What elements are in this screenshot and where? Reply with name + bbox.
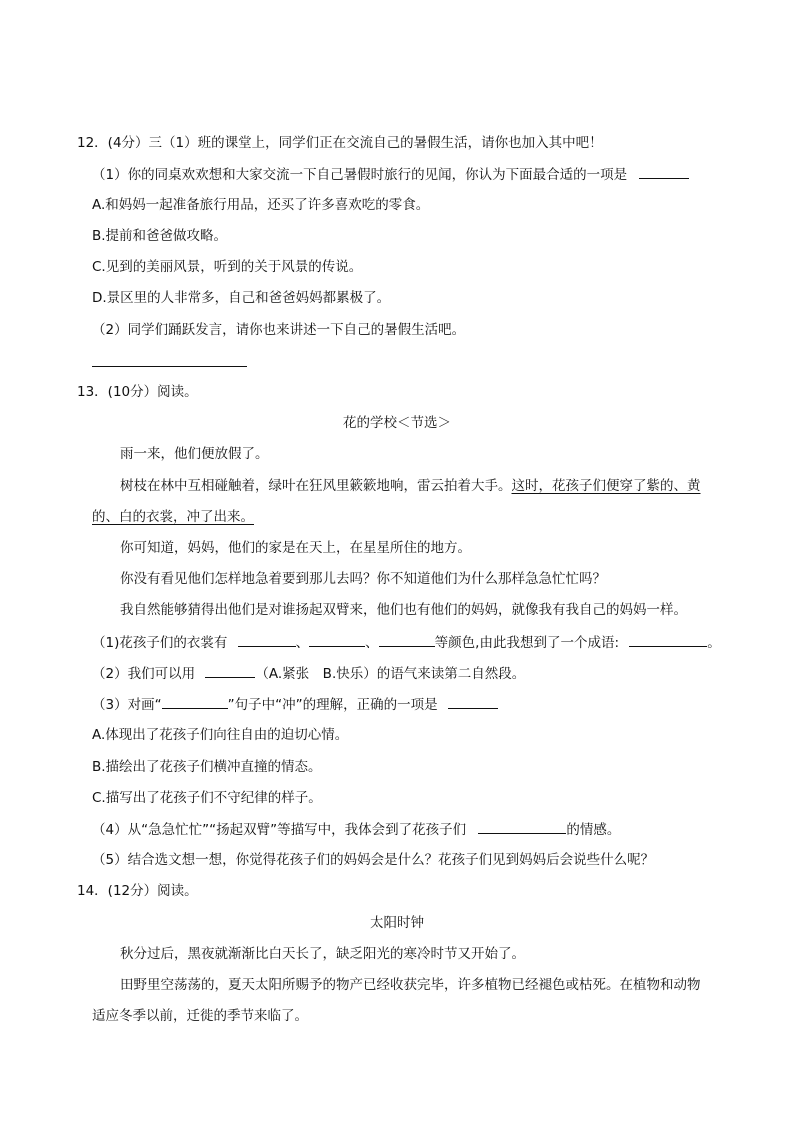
underlined-sentence: 这时，花孩子们便穿了紫的、黄 (511, 478, 701, 494)
answer-blank[interactable] (448, 694, 498, 709)
passage-paragraph-continued: 适应冬季以前，迁徙的季节来临了。 (92, 1008, 308, 1024)
separator: 、 (295, 635, 310, 651)
question-12-sub1 (92, 164, 689, 185)
question-13-sub3 (92, 694, 498, 715)
question-13-sub4 (92, 819, 620, 840)
question-13-sub5: （5）结合选文想一想，你觉得花孩子们的妈妈会是什么？花孩子们见到妈妈后会说些什么呢？ (92, 852, 655, 868)
question-13-sub1-text-b: 等颜色,由此我想到了一个成语: (434, 635, 619, 651)
option-a: A.和妈妈一起准备旅行用品，还买了许多喜欢吃的零食。 (92, 197, 430, 213)
passage-paragraph: 雨一来，他们便放假了。 (120, 446, 269, 462)
passage-paragraph: 你没有看见他们怎样地急着要到那儿去吗？你不知道他们为什么那样急急忙忙吗？ (120, 571, 606, 587)
tone-blank[interactable] (205, 663, 255, 678)
separator: 、 (365, 635, 379, 651)
question-12-sub2: （2）同学们踊跃发言，请你也来讲述一下自己的暑假生活吧。 (92, 322, 466, 338)
underlined-sentence: 的、白的衣裳，冲了出来。 (92, 509, 254, 525)
passage-paragraph (120, 476, 701, 496)
option-a: A.体现出了花孩子们向往自由的迫切心情。 (92, 727, 349, 743)
passage-paragraph: 我自然能够猜得出他们是对谁扬起双臂来，他们也有他们的妈妈，就像我有我自己的妈妈一样。 (120, 602, 687, 618)
question-13-sub3-text: （3）对画“ (92, 697, 162, 713)
option-c: C.描写出了花孩子们不守纪律的样子。 (92, 790, 322, 806)
question-12-header: 12．(4分）三（1）班的课堂上，同学们正在交流自己的暑假生活，请你也加入其中吧！ (77, 135, 603, 151)
passage-paragraph: 你可知道，妈妈，他们的家是在天上，在星星所住的地方。 (120, 540, 471, 556)
idiom-blank[interactable] (629, 632, 707, 647)
option-c: C.见到的美丽风景，听到的关于风景的传说。 (92, 259, 363, 275)
question-13-sub2 (92, 663, 525, 684)
color-blank-2[interactable] (309, 632, 365, 647)
passage-paragraph: 秋分过后，黑夜就渐渐比白天长了，缺乏阳光的寒冷时节又开始了。 (120, 946, 525, 962)
passage-paragraph-continued (92, 507, 254, 527)
color-blank-3[interactable] (379, 632, 435, 647)
sentence-blank[interactable] (162, 694, 228, 709)
passage-text: 树枝在林中互相碰触着，绿叶在狂风里簌簌地响，雷云拍着大手。 (120, 478, 512, 494)
option-b: B.提前和爸爸做攻略。 (92, 228, 228, 244)
question-13-sub4-text: （4）从“急急忙忙”“扬起双臂”等描写中，我体会到了花孩子们 (92, 822, 467, 838)
question-13-sub4-text-b: 的情感。 (566, 822, 621, 838)
question-14-header: 14．(12分）阅读。 (77, 883, 198, 899)
passage-title: 太阳时钟 (370, 915, 424, 931)
option-d: D.景区里的人非常多，自己和爸爸妈妈都累极了。 (92, 290, 391, 306)
question-13-sub2-text: （2）我们可以用 (92, 666, 196, 682)
feeling-blank[interactable] (478, 819, 566, 834)
question-13-sub3-text-b: ”句子中“冲”的理解，正确的一项是 (227, 697, 438, 713)
question-12-sub1-text: （1）你的同桌欢欢想和大家交流一下自己暑假时旅行的见闻，你认为下面最合适的一项是 (92, 167, 628, 183)
question-13-header: 13．(10分）阅读。 (77, 384, 198, 400)
question-13-sub2-text-b: （A.紧张 B.快乐）的语气来读第二自然段。 (255, 666, 526, 682)
passage-title: 花的学校＜节选＞ (343, 415, 451, 431)
option-b: B.描绘出了花孩子们横冲直撞的情态。 (92, 759, 322, 775)
answer-blank[interactable] (639, 164, 689, 179)
answer-line[interactable] (92, 366, 247, 367)
period: 。 (707, 635, 721, 651)
color-blank-1[interactable] (238, 632, 296, 647)
question-13-sub1-text: （1)花孩子们的衣裳有 (92, 635, 228, 651)
passage-paragraph: 田野里空荡荡的，夏天太阳所赐予的物产已经收获完毕，许多植物已经褪色或枯死。在植物和动物 (120, 977, 701, 993)
question-13-sub1 (92, 632, 721, 653)
